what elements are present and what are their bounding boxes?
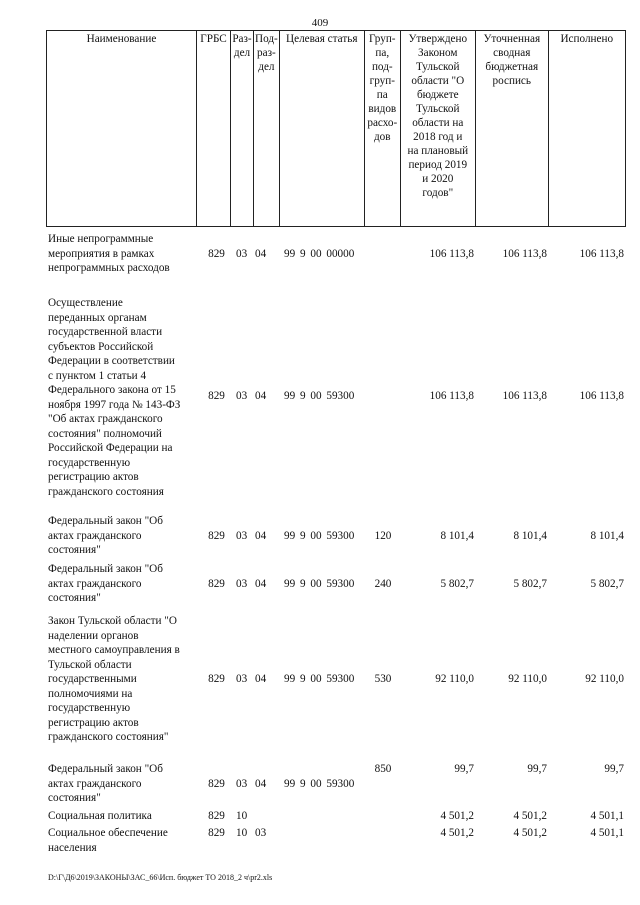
header-target: Целевая статья (279, 31, 364, 227)
row-grbs: 829 (208, 810, 225, 822)
row-name: Социальное обеспечение населения (48, 827, 168, 854)
row-name: Осуществление переданных органам государственной власти субъектов Российской Федерации в соответствии с пунктом 1 статьи 4 Федерального закона от 15 ноября 1997 года № 143-ФЗ "Об актах гражданского состояния" полномочий Российской Федерации на государственную регистрацию актов гражданского состояния (48, 297, 181, 498)
header-grbs: ГРБС (197, 31, 231, 227)
row-executed: 8 101,4 (590, 530, 624, 542)
row-approved: 4 501,2 (440, 827, 474, 839)
row-executed: 4 501,1 (590, 827, 624, 839)
table-row (46, 296, 626, 514)
table-header (46, 30, 626, 227)
row-grbs: 829 (208, 390, 225, 402)
row-subsection: 04 (255, 578, 267, 590)
header-section: Раз- дел (231, 31, 254, 227)
row-subsection: 04 (255, 390, 267, 402)
row-refined: 4 501,2 (513, 827, 547, 839)
row-subsection: 04 (255, 673, 267, 685)
row-subsection (255, 809, 280, 826)
row-section: 10 (236, 810, 248, 822)
row-group: 120 (374, 530, 392, 542)
row-section: 03 (236, 578, 248, 590)
row-approved: 92 110,0 (435, 673, 474, 685)
row-group (365, 232, 401, 296)
header-group: Груп- па, под- груп- па видов расхо- дов (364, 31, 400, 227)
row-grbs: 829 (208, 530, 225, 542)
row-name: Федеральный закон "Об актах гражданского состояния" (48, 563, 163, 604)
row-refined: 4 501,2 (513, 810, 547, 822)
table-row (46, 614, 626, 762)
row-section: 03 (236, 673, 248, 685)
row-section: 10 (236, 827, 248, 839)
row-executed: 106 113,8 (579, 390, 624, 402)
row-executed: 106 113,8 (579, 248, 624, 260)
row-refined: 92 110,0 (508, 673, 547, 685)
row-executed: 99,7 (604, 763, 624, 775)
row-section: 03 (236, 248, 248, 260)
row-target: 99 9 00 59300 (284, 390, 355, 402)
row-approved: 106 113,8 (429, 248, 474, 260)
row-grbs: 829 (208, 778, 225, 790)
row-section: 03 (236, 390, 248, 402)
row-subsection: 04 (255, 530, 267, 542)
row-executed: 5 802,7 (590, 578, 624, 590)
table-row (46, 514, 626, 562)
row-target: 99 9 00 00000 (284, 248, 355, 260)
row-executed: 92 110,0 (585, 673, 624, 685)
row-refined: 99,7 (527, 763, 547, 775)
row-name: Закон Тульской области "О наделении органов местного самоуправления в Тульской области государственными полномочиями на государственную регистрацию актов гражданского состояния" (48, 615, 180, 743)
table-row (46, 232, 626, 296)
table-row (46, 562, 626, 614)
row-refined: 8 101,4 (513, 530, 547, 542)
row-subsection: 04 (255, 248, 267, 260)
row-group: 240 (374, 578, 392, 590)
row-group (365, 809, 401, 826)
row-name: Социальная политика (48, 810, 152, 822)
budget-table (46, 232, 626, 858)
row-group (365, 296, 401, 514)
table-row (46, 809, 626, 826)
row-section: 03 (236, 530, 248, 542)
row-name: Федеральный закон "Об актах гражданского состояния" (48, 763, 163, 804)
row-target (280, 826, 365, 858)
row-group: 850 (374, 763, 392, 775)
header-name: Наименование (47, 31, 197, 227)
row-target: 99 9 00 59300 (284, 673, 355, 685)
header-executed: Исполнено (548, 31, 625, 227)
row-target: 99 9 00 59300 (284, 530, 355, 542)
row-group (365, 826, 401, 858)
row-subsection: 03 (255, 827, 267, 839)
row-grbs: 829 (208, 827, 225, 839)
row-approved: 106 113,8 (429, 390, 474, 402)
row-refined: 5 802,7 (513, 578, 547, 590)
row-section: 03 (236, 778, 248, 790)
row-target: 99 9 00 59300 (284, 578, 355, 590)
header-approved: Утверждено Законом Тульской области "О бюджете Тульской области на 2018 год и на плановый период 2019 и 2020 годов" (400, 31, 475, 227)
row-name: Иные непрограммные мероприятия в рамках непрограммных расходов (48, 233, 170, 274)
row-subsection: 04 (255, 778, 267, 790)
table-row (46, 826, 626, 858)
row-name: Федеральный закон "Об актах гражданского состояния" (48, 515, 163, 556)
row-grbs: 829 (208, 673, 225, 685)
table-row (46, 762, 626, 809)
row-refined: 106 113,8 (502, 390, 547, 402)
row-group: 530 (374, 673, 392, 685)
file-path-footer: D:\Г\Д6\2019\ЗАКОНЫ\ЗАС_66\Исп. бюджет ТО 2018_2 ч\pr2.xls (48, 873, 273, 882)
row-grbs: 829 (208, 578, 225, 590)
row-target: 99 9 00 59300 (284, 778, 355, 790)
row-approved: 8 101,4 (440, 530, 474, 542)
row-approved: 99,7 (454, 763, 474, 775)
header-refined: Уточненная сводная бюджетная роспись (475, 31, 548, 227)
row-refined: 106 113,8 (502, 248, 547, 260)
row-approved: 5 802,7 (440, 578, 474, 590)
page-number: 409 (311, 17, 329, 29)
header-subsection: Под- раз- дел (254, 31, 280, 227)
row-target (280, 809, 365, 826)
row-approved: 4 501,2 (440, 810, 474, 822)
row-executed: 4 501,1 (590, 810, 624, 822)
row-grbs: 829 (208, 248, 225, 260)
